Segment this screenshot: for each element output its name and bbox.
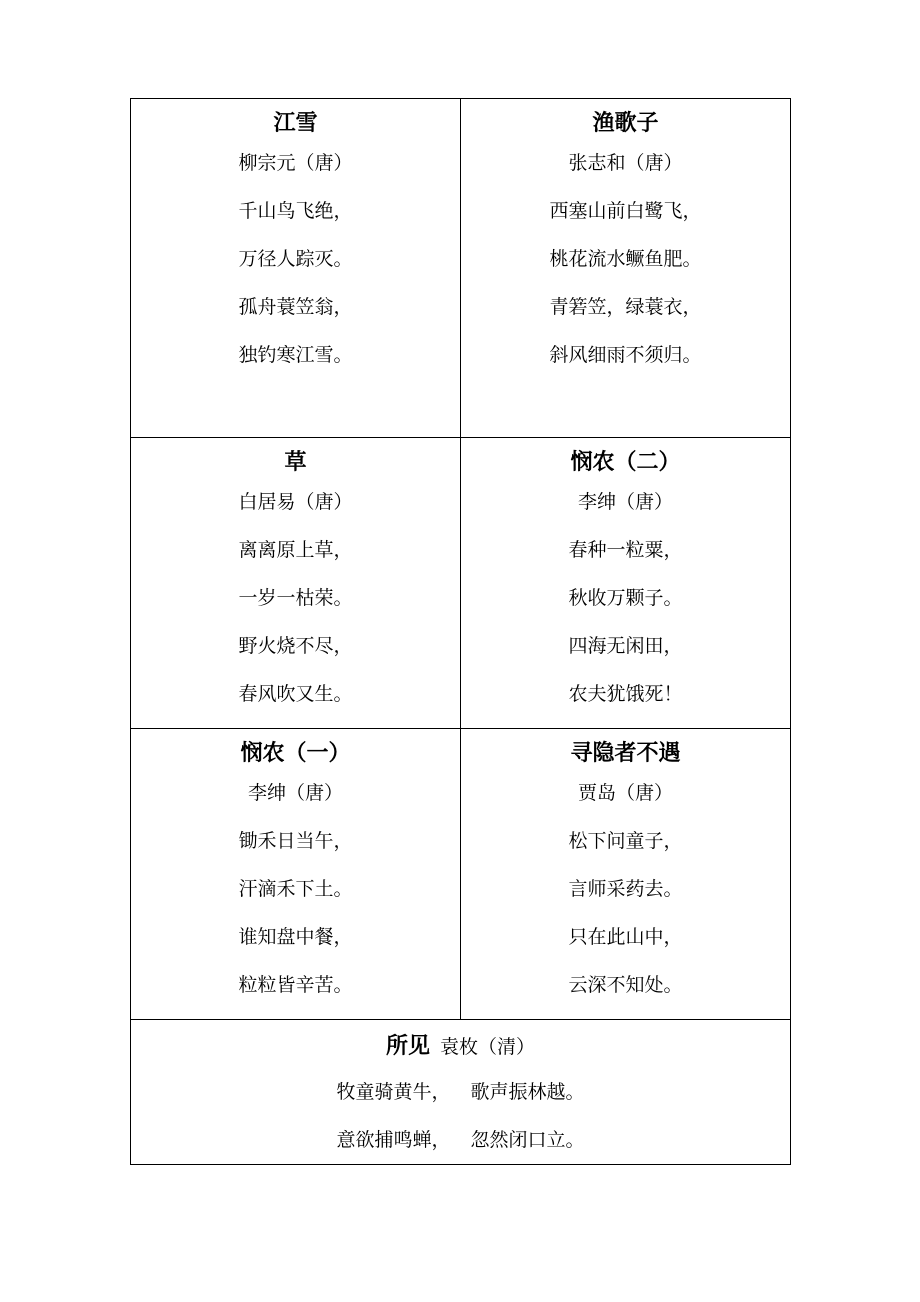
poem-line: 农夫犹饿死！ xyxy=(568,683,683,705)
poem-title: 所见 xyxy=(385,1034,430,1059)
poem-author: 袁枚（清） xyxy=(440,1036,536,1058)
poem-line-part: 忽然闭口立。 xyxy=(470,1129,585,1151)
poem-cell-cao xyxy=(131,438,461,729)
poem-line: 桃花流水鳜鱼肥。 xyxy=(549,248,702,270)
poem xyxy=(131,1020,790,1164)
poem-line: 一岁一枯荣。 xyxy=(238,587,353,609)
poem-cell-suo-jian xyxy=(131,1020,791,1165)
poem-line: 松下问童子， xyxy=(568,830,683,852)
poem-title: 寻隐者不遇 xyxy=(570,741,681,766)
poem-table xyxy=(130,98,791,1165)
poem xyxy=(131,729,460,1009)
poem-line: 春风吹又生。 xyxy=(238,683,353,705)
poem-line: 斜风细雨不须归。 xyxy=(549,344,702,366)
poem-header xyxy=(131,1032,790,1062)
poem-cell-jiang-xue xyxy=(131,99,461,438)
poem-line: 独钓寒江雪。 xyxy=(238,344,353,366)
poem-line-part: 牧童骑黄牛， xyxy=(336,1081,451,1103)
poem-line: 春种一粒粟， xyxy=(568,539,683,561)
poem xyxy=(461,729,790,1009)
poem-title: 悯农（一） xyxy=(240,741,351,766)
poem-line-part: 意欲捕鸣蝉， xyxy=(336,1129,451,1151)
poem-line: 秋收万颗子。 xyxy=(568,587,683,609)
poem-line: 云深不知处。 xyxy=(568,974,683,996)
poem-line: 粒粒皆辛苦。 xyxy=(238,974,353,996)
poem-line: 锄禾日当午， xyxy=(238,830,353,852)
poem-line: 万径人踪灭。 xyxy=(238,248,353,270)
poem xyxy=(461,438,790,718)
table-row xyxy=(131,99,791,438)
poem-title: 江雪 xyxy=(273,111,318,136)
poem-author: 李绅（唐） xyxy=(577,491,673,513)
poem-cell-min-nong-1 xyxy=(131,729,461,1020)
poem-line xyxy=(131,1116,790,1164)
poem-line: 孤舟蓑笠翁， xyxy=(238,296,353,318)
poem-author: 张志和（唐） xyxy=(568,152,683,174)
poem xyxy=(131,99,460,379)
table-row xyxy=(131,1020,791,1165)
poem xyxy=(461,99,790,379)
poem-line-part: 歌声振林越。 xyxy=(470,1081,585,1103)
poem-line: 青箬笠，绿蓑衣， xyxy=(549,296,702,318)
poem-cell-yu-ge-zi xyxy=(461,99,791,438)
poem-cell-xun-yin-zhe xyxy=(461,729,791,1020)
poem-title: 悯农（二） xyxy=(570,450,681,475)
table-row xyxy=(131,438,791,729)
poem-author: 柳宗元（唐） xyxy=(238,152,353,174)
poem-title: 草 xyxy=(284,450,307,475)
poem-line: 千山鸟飞绝， xyxy=(238,200,353,222)
poem xyxy=(131,438,460,718)
poem-author: 白居易（唐） xyxy=(238,491,353,513)
poem-line: 言师采药去。 xyxy=(568,878,683,900)
poem-author: 李绅（唐） xyxy=(247,782,343,804)
poem-line: 只在此山中， xyxy=(568,926,683,948)
poem-line: 离离原上草， xyxy=(238,539,353,561)
table-row xyxy=(131,729,791,1020)
poem-line: 谁知盘中餐， xyxy=(238,926,353,948)
poem-line: 汗滴禾下土。 xyxy=(238,878,353,900)
poem-line xyxy=(131,1068,790,1116)
poem-line: 西塞山前白鹭飞， xyxy=(549,200,702,222)
poem-line: 四海无闲田， xyxy=(568,635,683,657)
poem-line: 野火烧不尽， xyxy=(238,635,353,657)
poem-title: 渔歌子 xyxy=(592,111,659,136)
poem-cell-min-nong-2 xyxy=(461,438,791,729)
poem-author: 贾岛（唐） xyxy=(577,782,673,804)
